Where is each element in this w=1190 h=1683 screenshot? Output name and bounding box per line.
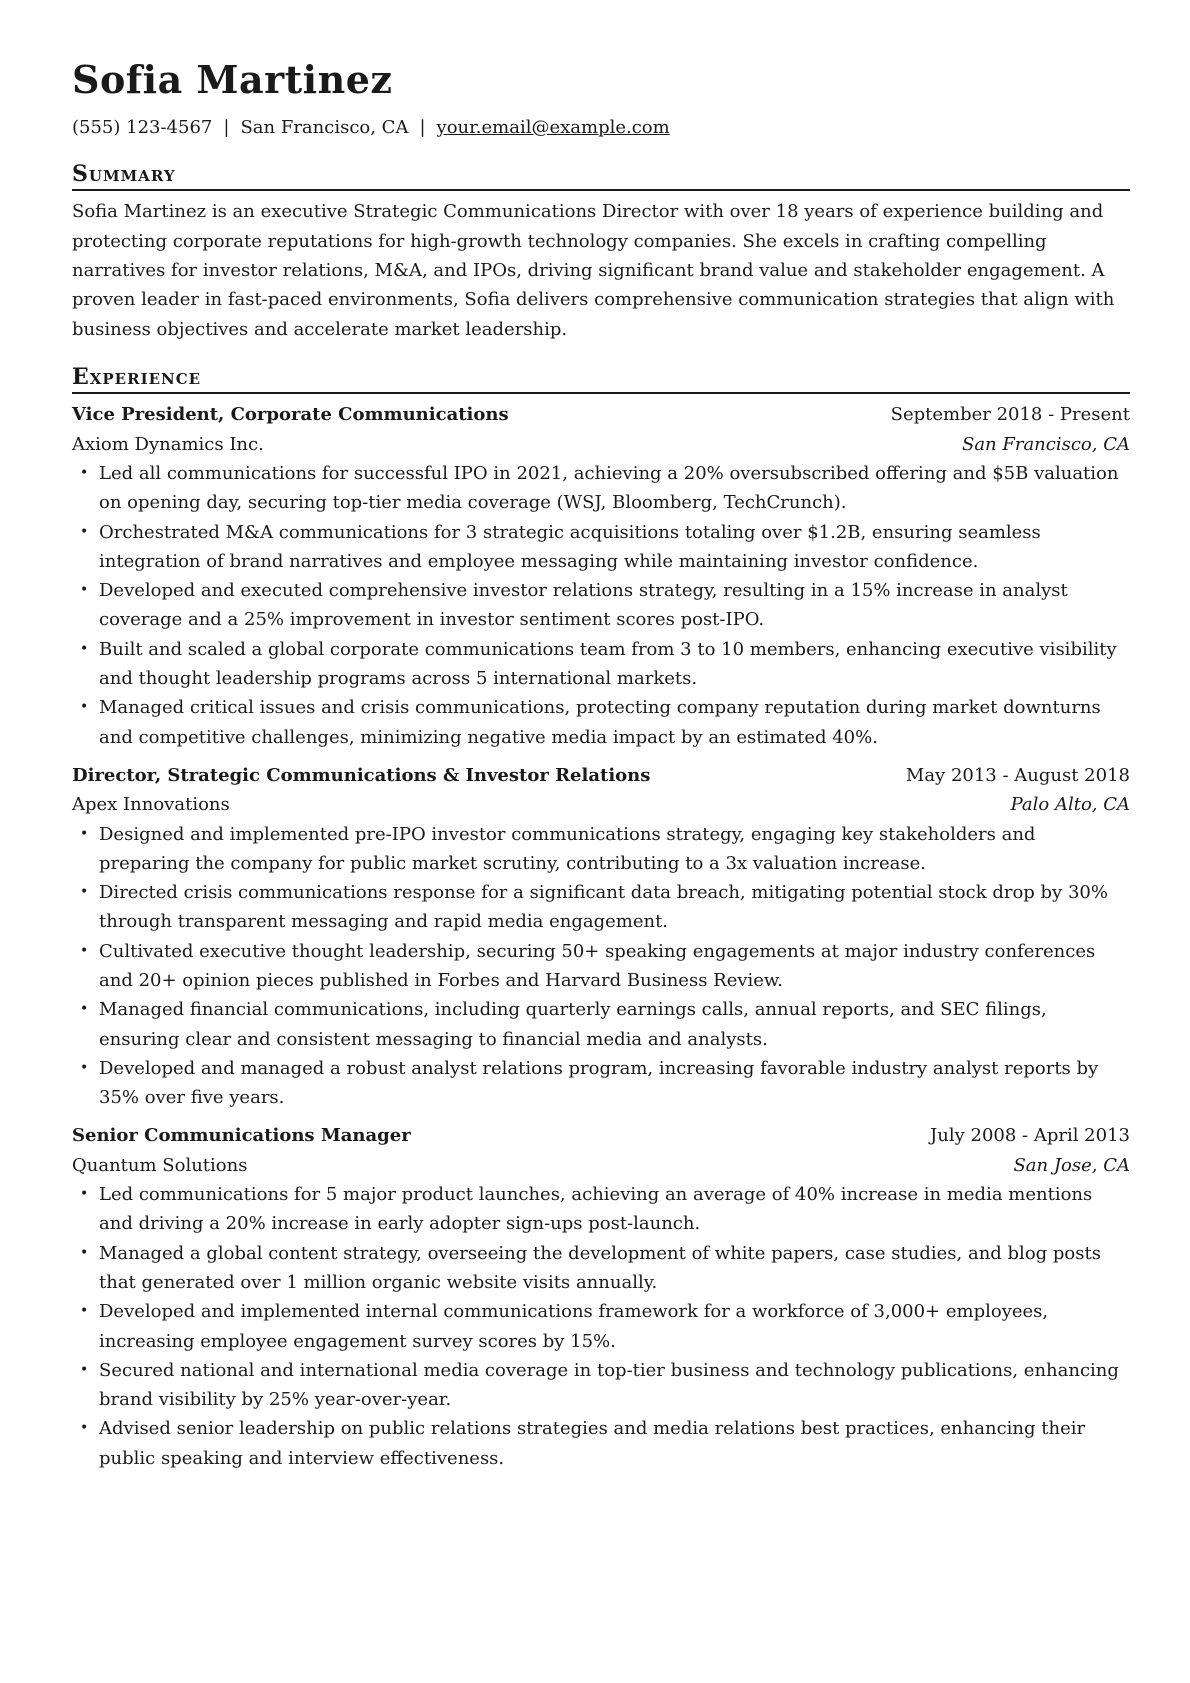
job-subheader xyxy=(72,790,1130,819)
contact-line xyxy=(72,116,1130,139)
bullet-item xyxy=(72,518,1130,577)
job-subheader xyxy=(72,1151,1130,1180)
bullet-icon: • xyxy=(80,523,89,540)
summary-text: Sofia Martinez is an executive Strategic Communications Director with over 18 years of experience building and protecting corporate reputations for high-growth technology companies. She excels in crafting compelling narratives for investor relations, M&A, and IPOs, driving significant brand value and stakeholder engagement. A proven leader in fast-paced environments, Sofia delivers comprehensive communication strategies that align with business objectives and accelerate market leadership. xyxy=(72,201,1115,340)
bullet-icon: • xyxy=(80,1420,89,1437)
job-title: Director, Strategic Communications & Investor Relations xyxy=(72,764,651,786)
bullet-text: Led all communications for successful IPO in 2021, achieving a 20% oversubscribed offering and $5B valuation on opening day, securing top-tier media coverage (WSJ, Bloomberg, TechCrunch). xyxy=(99,462,1119,514)
bullet-item xyxy=(72,878,1130,937)
location: San Francisco, CA xyxy=(240,116,409,138)
job-bullets xyxy=(72,1180,1130,1473)
bullet-item xyxy=(72,1297,1130,1356)
job-location: San Jose, CA xyxy=(1013,1154,1130,1176)
bullet-item xyxy=(72,995,1130,1054)
bullet-item xyxy=(72,1054,1130,1113)
job-dates: September 2018 - Present xyxy=(890,404,1130,426)
bullet-item xyxy=(72,635,1130,694)
job-entry xyxy=(72,400,1130,752)
bullet-text: Orchestrated M&A communications for 3 strategic acquisitions totaling over $1.2B, ensuring seamless integration of brand narratives and employee messaging while maintaining investor confidence. xyxy=(99,521,1041,572)
experience-heading: Experience xyxy=(72,364,1130,394)
bullet-item xyxy=(72,576,1130,635)
bullet-icon: • xyxy=(80,1361,89,1378)
bullet-icon: • xyxy=(80,699,89,716)
bullet-text: Led communications for 5 major product launches, achieving an average of 40% increase in media mentions and driving a 20% increase in early adopter sign-ups post-launch. xyxy=(99,1184,1093,1235)
bullet-icon: • xyxy=(80,884,89,901)
job-title: Senior Communications Manager xyxy=(72,1125,411,1147)
bullet-icon: • xyxy=(80,825,89,842)
phone-number: (555) 123-4567 xyxy=(72,116,213,138)
email-link[interactable]: your.email@example.com xyxy=(436,116,670,138)
bullet-text: Advised senior leadership on public relations strategies and media relations best practices, enhancing their public speaking and interview effectiveness. xyxy=(99,1418,1086,1469)
summary-heading: Summary xyxy=(72,161,1130,191)
bullet-text: Secured national and international media coverage in top-tier business and technology publications, enhancing brand visibility by 25% year-over-year. xyxy=(99,1359,1119,1411)
bullet-icon: • xyxy=(80,1244,89,1261)
contact-separator: | xyxy=(419,116,426,138)
bullet-item xyxy=(72,1356,1130,1415)
job-company: Quantum Solutions xyxy=(72,1154,248,1176)
contact-separator: | xyxy=(223,116,230,138)
bullet-text: Cultivated executive thought leadership, securing 50+ speaking engagements at major industry conferences and 20+ opinion pieces published in Forbes and Harvard Business Review. xyxy=(99,940,1096,991)
bullet-icon: • xyxy=(80,464,89,481)
bullet-text: Built and scaled a global corporate communications team from 3 to 10 members, enhancing executive visibility and thought leadership programs across 5 international markets. xyxy=(99,638,1117,690)
job-title: Vice President, Corporate Communications xyxy=(72,404,509,426)
job-location: Palo Alto, CA xyxy=(1010,794,1130,816)
job-entry xyxy=(72,1121,1130,1473)
bullet-icon: • xyxy=(80,1186,89,1203)
job-header xyxy=(72,400,1130,429)
job-bullets xyxy=(72,459,1130,752)
job-dates: May 2013 - August 2018 xyxy=(905,764,1130,786)
job-header xyxy=(72,1121,1130,1150)
bullet-text: Managed financial communications, including quarterly earnings calls, annual reports, and SEC filings, ensuring clear and consistent messaging to financial media and analysts. xyxy=(99,999,1047,1050)
bullet-icon: • xyxy=(80,1303,89,1320)
bullet-text: Developed and managed a robust analyst relations program, increasing favorable industry analyst reports by 35% over five years. xyxy=(99,1057,1099,1109)
job-header xyxy=(72,761,1130,790)
job-company: Axiom Dynamics Inc. xyxy=(72,433,264,455)
job-company: Apex Innovations xyxy=(72,794,230,816)
bullet-item xyxy=(72,937,1130,996)
bullet-icon: • xyxy=(80,582,89,599)
bullet-item xyxy=(72,820,1130,879)
bullet-text: Managed a global content strategy, overseeing the development of white papers, case studies, and blog posts that generated over 1 million organic website visits annually. xyxy=(99,1242,1101,1293)
job-dates: July 2008 - April 2013 xyxy=(930,1125,1130,1147)
bullet-item xyxy=(72,1180,1130,1239)
job-location: San Francisco, CA xyxy=(961,433,1130,455)
bullet-icon: • xyxy=(80,1001,89,1018)
bullet-item xyxy=(72,1239,1130,1298)
bullet-text: Developed and implemented internal communications framework for a workforce of 3,000+ employees, increasing employee engagement survey scores by 15%. xyxy=(99,1301,1049,1352)
job-entry xyxy=(72,761,1130,1113)
bullet-text: Managed critical issues and crisis communications, protecting company reputation during market downturns and competitive challenges, minimizing negative media impact by an estimated 40%. xyxy=(99,697,1101,748)
bullet-item xyxy=(72,459,1130,518)
candidate-name: Sofia Martinez xyxy=(72,57,393,102)
bullet-text: Designed and implemented pre-IPO investor communications strategy, engaging key stakeholders and preparing the company for public market scrutiny, contributing to a 3x valuation increase. xyxy=(99,823,1036,874)
bullet-icon: • xyxy=(80,640,89,657)
job-bullets xyxy=(72,820,1130,1113)
bullet-item xyxy=(72,1414,1130,1473)
bullet-text: Directed crisis communications response for a significant data breach, mitigating potential stock drop by 30% through transparent messaging and rapid media engagement. xyxy=(99,882,1108,933)
job-subheader xyxy=(72,430,1130,459)
experience-list xyxy=(72,400,1130,1473)
bullet-item xyxy=(72,693,1130,752)
bullet-icon: • xyxy=(80,1059,89,1076)
bullet-icon: • xyxy=(80,942,89,959)
bullet-text: Developed and executed comprehensive investor relations strategy, resulting in a 15% increase in analyst coverage and a 25% improvement in investor sentiment scores post-IPO. xyxy=(99,580,1068,631)
